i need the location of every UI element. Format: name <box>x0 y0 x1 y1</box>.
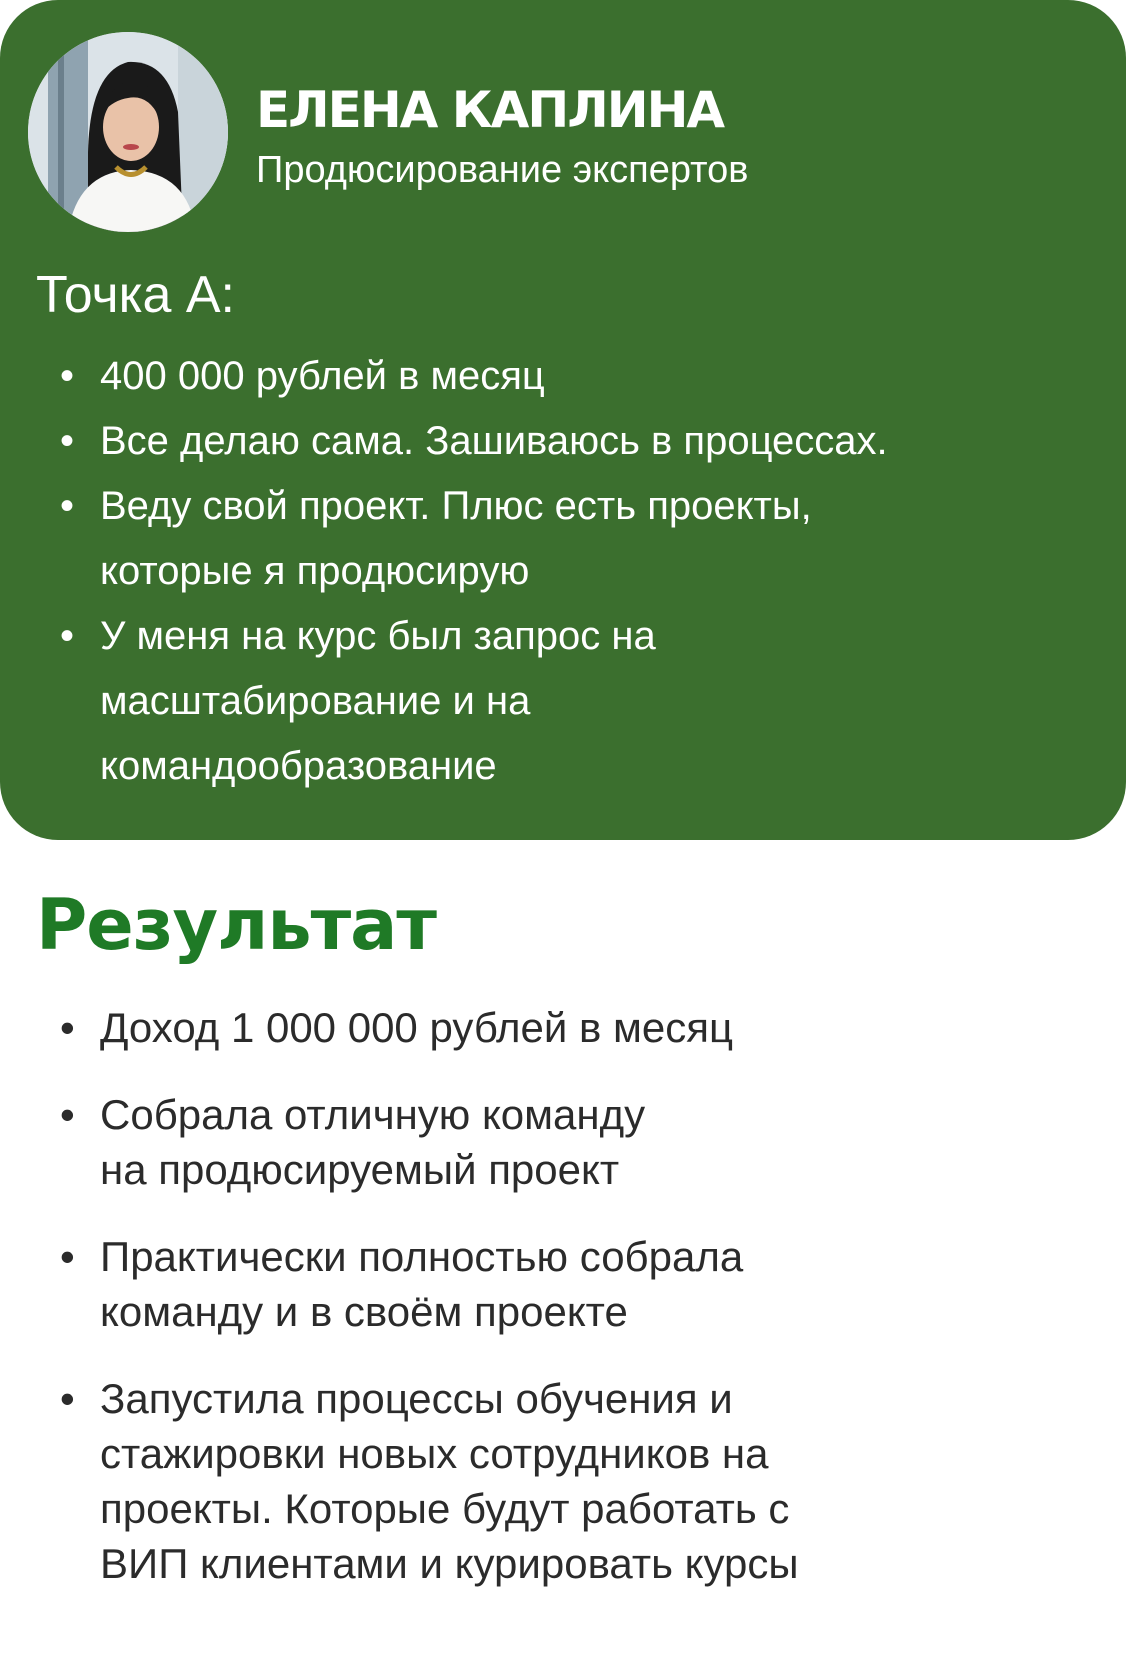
list-item-text: Запустила процессы обучения и стажировки новых сотрудников на проекты. Которые будут работать с ВИП клиентами и курировать курсы <box>100 1375 799 1587</box>
result-list <box>36 1000 1096 1623</box>
list-item-text: Веду свой проект. Плюс есть проекты, которые я продюсирую <box>100 484 812 593</box>
bullet-icon: • <box>60 1233 75 1280</box>
list-item-text: 400 000 рублей в месяц <box>100 354 545 398</box>
list-item-text: Все делаю сама. Зашиваюсь в процессах. <box>100 419 888 463</box>
result-title: Результат <box>36 884 436 966</box>
list-item-text: У меня на курс был запрос на масштабирование и на командообразование <box>100 614 656 788</box>
bullet-icon: • <box>60 484 75 528</box>
profile-role: Продюсирование экспертов <box>256 149 749 191</box>
avatar <box>28 32 228 232</box>
point-a-title: Точка А: <box>36 266 235 324</box>
point-a-list <box>36 344 1122 799</box>
list-item <box>36 1087 1096 1197</box>
list-item-text: Доход 1 000 000 рублей в месяц <box>100 1004 733 1051</box>
bullet-icon: • <box>60 419 75 463</box>
list-item <box>36 1371 1096 1591</box>
list-item-text: Собрала отличную команду на продюсируемый проект <box>100 1091 646 1193</box>
bullet-icon: • <box>60 1091 75 1138</box>
list-item <box>36 1000 1096 1055</box>
profile-name: ЕЛЕНА КАПЛИНА <box>256 81 724 139</box>
list-item <box>36 1229 1096 1339</box>
list-item-text: Практически полностью собрала команду и в своём проекте <box>100 1233 744 1335</box>
person-photo-icon <box>28 32 228 232</box>
bullet-icon: • <box>60 614 75 658</box>
list-item <box>36 344 1122 409</box>
list-item <box>36 474 1122 604</box>
bullet-icon: • <box>60 1004 75 1051</box>
list-item <box>36 604 1122 799</box>
bullet-icon: • <box>60 354 75 398</box>
list-item <box>36 409 1122 474</box>
bullet-icon: • <box>60 1375 75 1422</box>
